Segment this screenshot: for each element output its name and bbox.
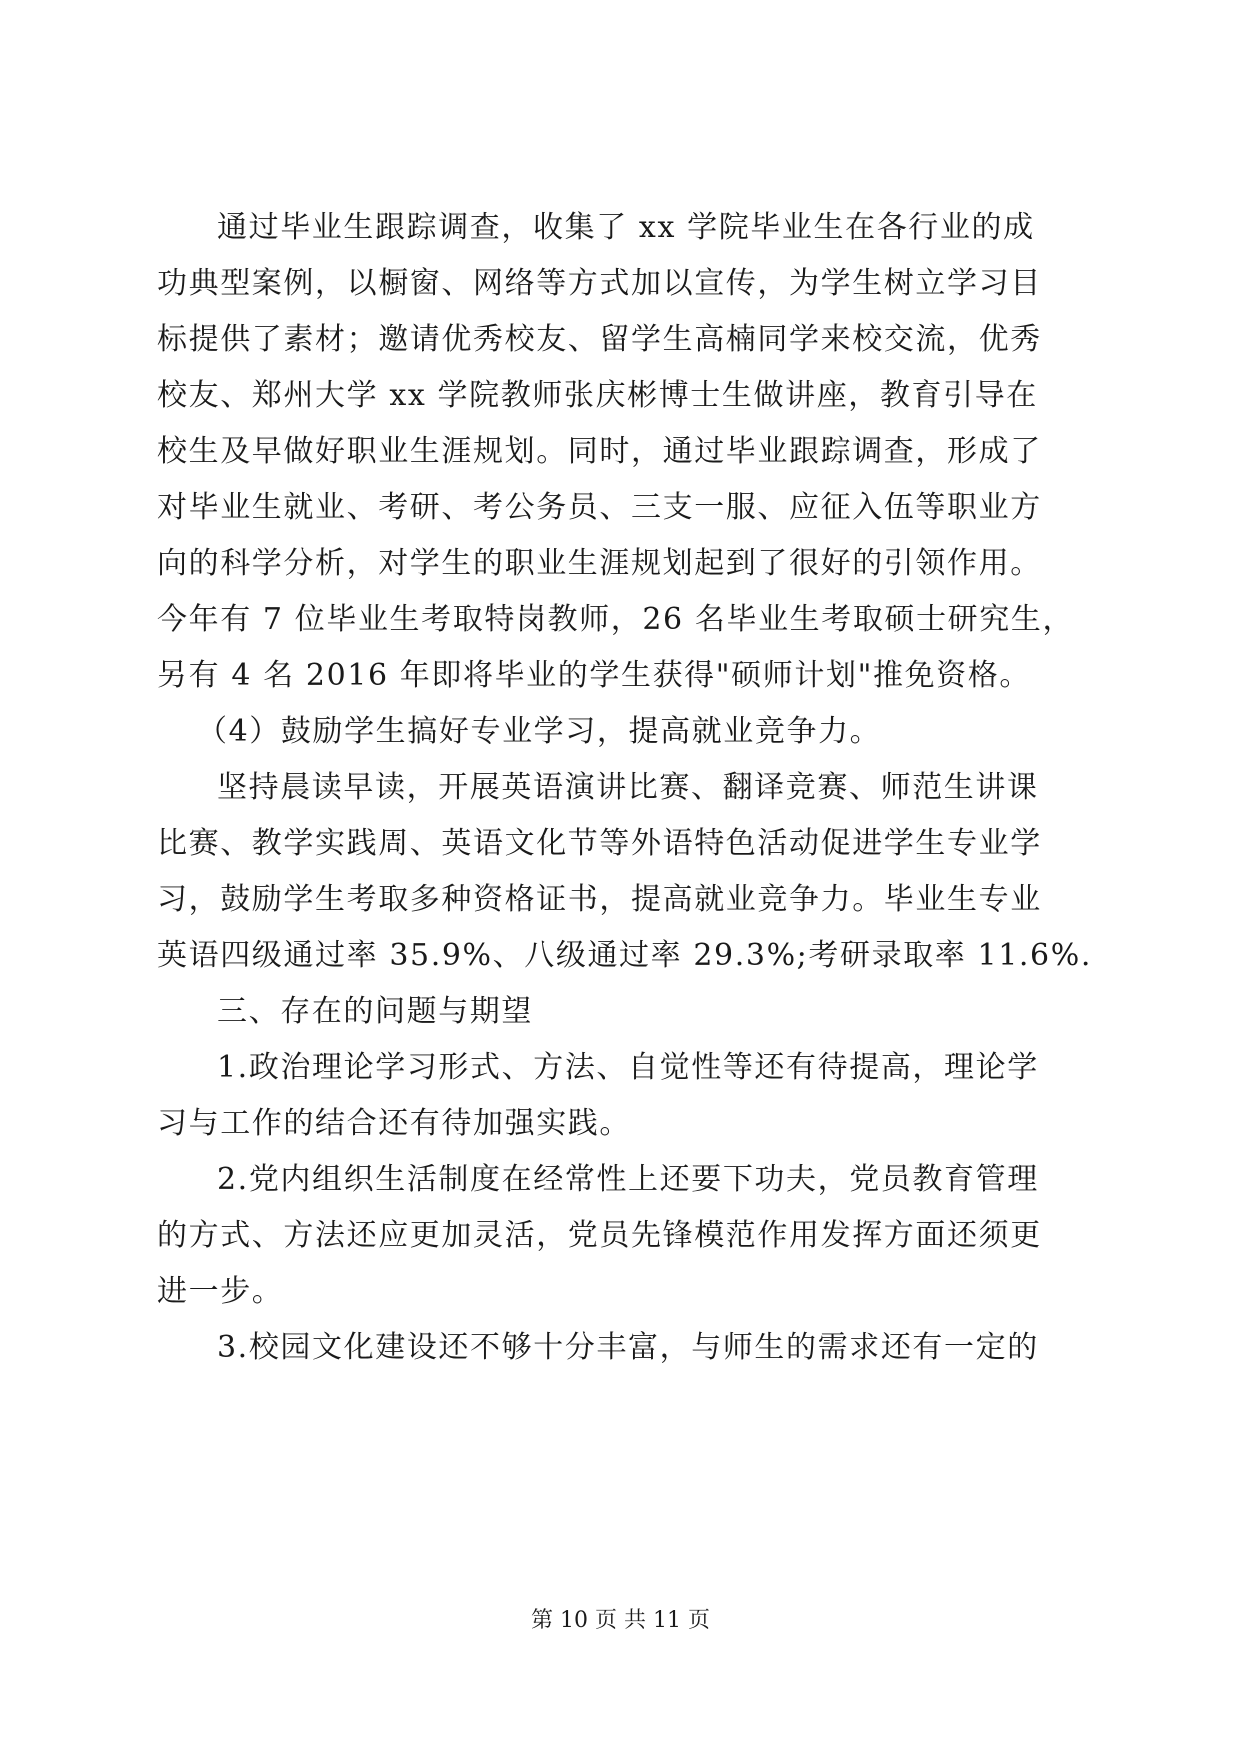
list-item-line: 的方式、方法还应更加灵活，党员先锋模范作用发挥方面还须更 <box>157 1218 1042 1253</box>
paragraph-line: 校友、郑州大学 xx 学院教师张庆彬博士生做讲座，教育引导在 <box>157 378 1038 413</box>
list-item-line: 进一步。 <box>157 1274 284 1309</box>
list-item-line: 3.校园文化建设还不够十分丰富，与师生的需求还有一定的 <box>217 1330 1039 1365</box>
section-heading: 三、存在的问题与期望 <box>217 994 533 1029</box>
list-item-line: 习与工作的结合还有待加强实践。 <box>157 1106 631 1141</box>
paragraph-line: 比赛、教学实践周、英语文化节等外语特色活动促进学生专业学 <box>157 826 1042 861</box>
list-item-line: 1.政治理论学习形式、方法、自觉性等还有待提高，理论学 <box>217 1050 1039 1085</box>
paragraph-line: 向的科学分析，对学生的职业生涯规划起到了很好的引领作用。 <box>157 546 1042 581</box>
list-item-line: 2.党内组织生活制度在经常性上还要下功夫，党员教育管理 <box>217 1162 1039 1197</box>
paragraph-line: 对毕业生就业、考研、考公务员、三支一服、应征入伍等职业方 <box>157 490 1042 525</box>
paragraph-line: 标提供了素材；邀请优秀校友、留学生高楠同学来校交流，优秀 <box>157 322 1042 357</box>
paragraph-line: 习，鼓励学生考取多种资格证书，提高就业竞争力。毕业生专业 <box>157 882 1042 917</box>
page-number-footer: 第 10 页 共 11 页 <box>531 1608 710 1633</box>
section-heading: （4）鼓励学生搞好专业学习，提高就业竞争力。 <box>197 714 882 749</box>
paragraph-line: 通过毕业生跟踪调查，收集了 xx 学院毕业生在各行业的成 <box>217 210 1035 245</box>
paragraph-line: 英语四级通过率 35.9%、八级通过率 29.3%;考研录取率 11.6%. <box>157 938 1092 973</box>
paragraph-line: 校生及早做好职业生涯规划。同时，通过毕业跟踪调查，形成了 <box>157 434 1042 469</box>
paragraph-line: 坚持晨读早读，开展英语演讲比赛、翻译竞赛、师范生讲课 <box>217 770 1039 805</box>
paragraph-line: 另有 4 名 2016 年即将毕业的学生获得"硕师计划"推免资格。 <box>157 658 1031 693</box>
document-body <box>157 200 1092 1376</box>
paragraph-line: 功典型案例，以橱窗、网络等方式加以宣传，为学生树立学习目 <box>157 266 1042 301</box>
paragraph-line: 今年有 7 位毕业生考取特岗教师，26 名毕业生考取硕士研究生， <box>157 602 1075 637</box>
